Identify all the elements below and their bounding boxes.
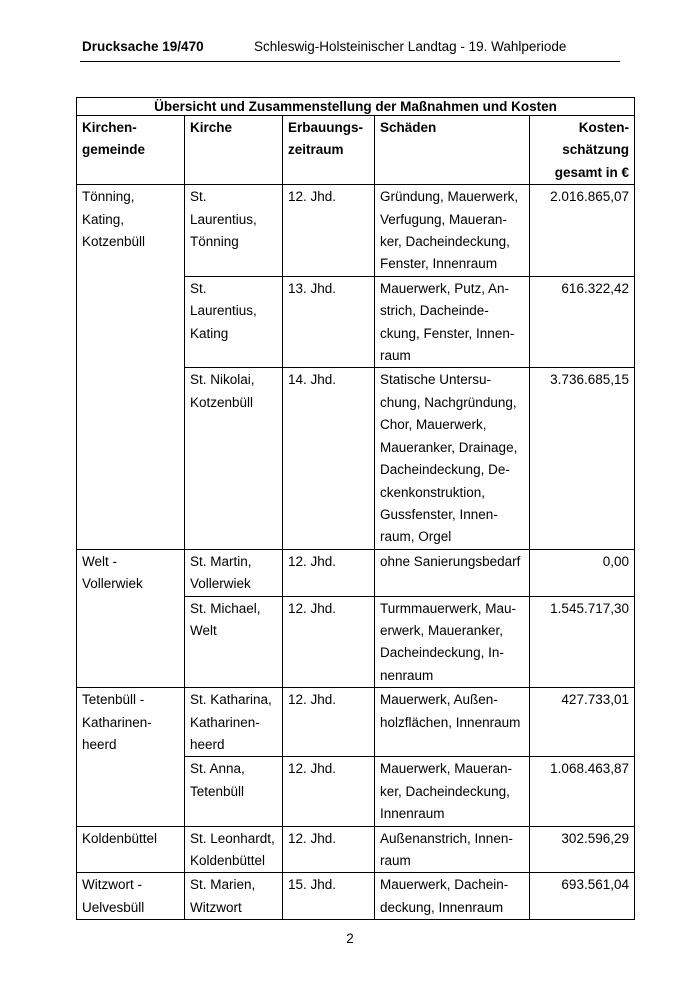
zeitraum-cell: 12. Jhd. bbox=[283, 688, 375, 757]
kirche-cell: St. Laurentius, Tönning bbox=[185, 185, 283, 277]
zeitraum-cell: 12. Jhd. bbox=[283, 185, 375, 277]
kosten-cell: 427.733,01 bbox=[530, 688, 635, 757]
zeitraum-cell: 13. Jhd. bbox=[283, 276, 375, 368]
column-header-kostenschaetzung: Kosten- schätzung gesamt in € bbox=[530, 116, 635, 185]
kirche-cell: St. Michael, Welt bbox=[185, 596, 283, 688]
zeitraum-cell: 12. Jhd. bbox=[283, 549, 375, 596]
page-number: 2 bbox=[346, 931, 354, 946]
kirche-cell: St. Nikolai, Kotzenbüll bbox=[185, 368, 283, 549]
table-row bbox=[77, 826, 635, 873]
zeitraum-cell: 14. Jhd. bbox=[283, 368, 375, 549]
kirche-cell: St. Laurentius, Kating bbox=[185, 276, 283, 368]
schaeden-cell: Außenanstrich, Innen- raum bbox=[375, 826, 530, 873]
zeitraum-cell: 12. Jhd. bbox=[283, 757, 375, 826]
measures-cost-table bbox=[76, 97, 635, 920]
column-header-kirchengemeinde: Kirchen- gemeinde bbox=[77, 116, 185, 185]
kirche-cell: St. Katharina, Katharinen- heerd bbox=[185, 688, 283, 757]
kirchengemeinde-cell: Witzwort - Uelvesbüll bbox=[77, 873, 185, 920]
kosten-cell: 1.068.463,87 bbox=[530, 757, 635, 826]
schaeden-cell: Mauerwerk, Putz, An- strich, Dacheinde- ckung, Fenster, Innen- raum bbox=[375, 276, 530, 368]
kirche-cell: St. Marien, Witzwort bbox=[185, 873, 283, 920]
document-number: Drucksache 19/470 bbox=[82, 39, 204, 54]
zeitraum-cell: 12. Jhd. bbox=[283, 596, 375, 688]
kirchengemeinde-cell: Welt - Vollerwiek bbox=[77, 549, 185, 687]
parliament-title: Schleswig-Holsteinischer Landtag - 19. Wahlperiode bbox=[254, 39, 567, 54]
zeitraum-cell: 12. Jhd. bbox=[283, 826, 375, 873]
schaeden-cell: Mauerwerk, Maueran- ker, Dacheindeckung, Innenraum bbox=[375, 757, 530, 826]
schaeden-cell: ohne Sanierungsbedarf bbox=[375, 549, 530, 596]
zeitraum-cell: 15. Jhd. bbox=[283, 873, 375, 920]
table-caption: Übersicht und Zusammenstellung der Maßnahmen und Kosten bbox=[77, 98, 635, 116]
schaeden-cell: Mauerwerk, Dachein- deckung, Innenraum bbox=[375, 873, 530, 920]
kosten-cell: 616.322,42 bbox=[530, 276, 635, 368]
table-row bbox=[77, 688, 635, 757]
kirche-cell: St. Martin, Vollerwiek bbox=[185, 549, 283, 596]
kosten-cell: 302.596,29 bbox=[530, 826, 635, 873]
schaeden-cell: Turmmauerwerk, Mau- erwerk, Maueranker, Dacheindeckung, In- nenraum bbox=[375, 596, 530, 688]
schaeden-cell: Gründung, Mauerwerk, Verfugung, Maueran- ker, Dacheindeckung, Fenster, Innenraum bbox=[375, 185, 530, 277]
kosten-cell: 3.736.685,15 bbox=[530, 368, 635, 549]
page-header bbox=[80, 37, 620, 62]
kosten-cell: 1.545.717,30 bbox=[530, 596, 635, 688]
table-row bbox=[77, 185, 635, 277]
kosten-cell: 0,00 bbox=[530, 549, 635, 596]
table-row bbox=[77, 549, 635, 596]
schaeden-cell: Mauerwerk, Außen- holzflächen, Innenraum bbox=[375, 688, 530, 757]
kosten-cell: 693.561,04 bbox=[530, 873, 635, 920]
kirchengemeinde-cell: Tönning, Kating, Kotzenbüll bbox=[77, 185, 185, 550]
kosten-cell: 2.016.865,07 bbox=[530, 185, 635, 277]
table-row bbox=[77, 873, 635, 920]
kirche-cell: St. Anna, Tetenbüll bbox=[185, 757, 283, 826]
kirchengemeinde-cell: Koldenbüttel bbox=[77, 826, 185, 873]
kirche-cell: St. Leonhardt, Koldenbüttel bbox=[185, 826, 283, 873]
kirchengemeinde-cell: Tetenbüll - Katharinen- heerd bbox=[77, 688, 185, 826]
schaeden-cell: Statische Untersu- chung, Nachgründung, Chor, Mauerwerk, Maueranker, Drainage, Dacheindeckung, De- ckenkonstruktion, Gussfenster, Innen- raum, Orgel bbox=[375, 368, 530, 549]
column-header-schaeden: Schäden bbox=[375, 116, 530, 185]
column-header-kirche: Kirche bbox=[185, 116, 283, 185]
column-header-erbauungszeitraum: Erbauungs- zeitraum bbox=[283, 116, 375, 185]
